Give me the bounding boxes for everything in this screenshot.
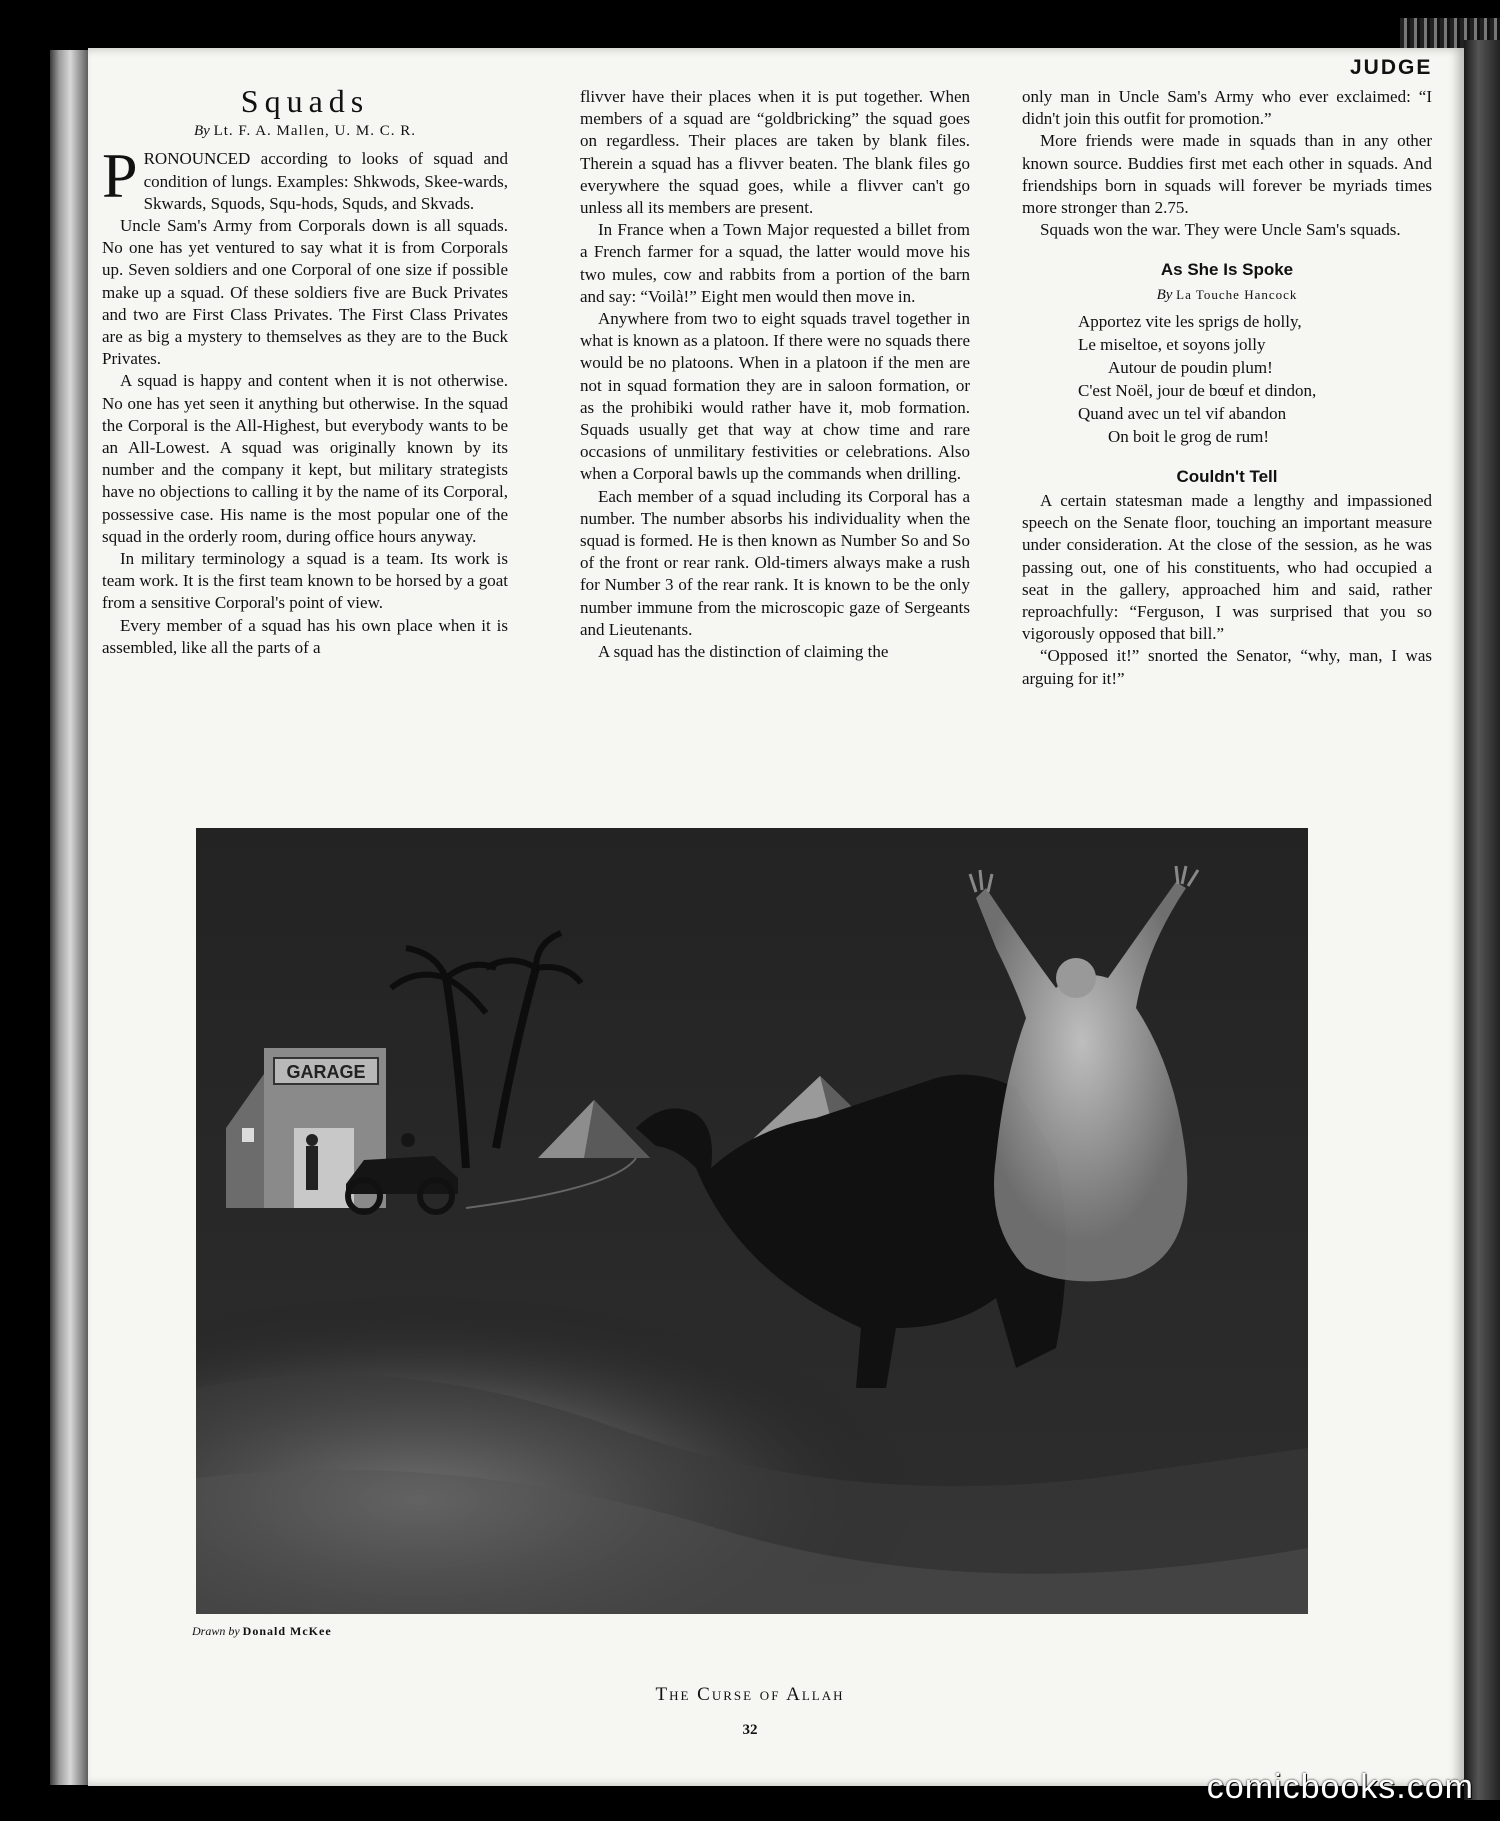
illustration-curse-of-allah [196,828,1308,1614]
article-paragraph [102,140,508,215]
illustration-credit [192,1624,332,1639]
drop-cap: P [102,140,138,212]
garage-window [242,1128,254,1142]
illustration-drawing [196,828,1308,1614]
article-column-3 [1022,86,1432,690]
credit-artist: Donald McKee [242,1624,332,1638]
poem-line: Quand avec un tel vif abandon [1078,403,1287,423]
attendant-head [306,1134,318,1146]
page-number: 32 [742,1722,758,1738]
illustration-caption: The Curse of Allah [655,1684,845,1705]
article-paragraph: A squad is happy and content when it is not otherwise. No one has yet seen it anything but otherwise. In the squad the Corporal is the All-Highest, but everybody wants to be an All-Lowest. A squad was originally known by its number and the company it kept, but military strategists have no objections to calling it by the name of its Corporal, possessive case. His name is the most popular one of the squad in the orderly room, during office hours anyway. [102,371,508,546]
article-paragraph: Squads won the war. They were Uncle Sam's squads. [1040,220,1401,240]
poem-line: C'est Noël, jour de bœuf et dindon, [1078,380,1317,400]
poem-body [1078,310,1432,448]
attendant-figure [306,1146,318,1190]
article-title: Squads [240,83,370,119]
article-paragraph: In military terminology a squad is a team. Its work is team work. It is the first team known to be horsed by a goat from a sensitive Corporal's point of view. [102,549,508,613]
article-paragraph: In France when a Town Major requested a billet from a French farmer for a squad, the latter would move his two mules, cow and rabbits from a portion of the barn and say: “Voilà!” Eight men would then move in. [580,220,970,306]
article-byline [102,120,508,142]
poem-line: On boit le grog de rum! [1108,426,1269,446]
poem-title: As She Is Spoke [1160,260,1294,280]
article-paragraph: More friends were made in squads than in any other known source. Buddies first met each other in squads. And friendships born in squads will forever be myriads times more stronger than 2.75. [1022,131,1432,218]
right-page-edge [1464,40,1500,1800]
watermark: comicbooks.com [1206,1768,1474,1806]
anecdote-paragraph: A certain statesman made a lengthy and impassioned speech on the Senate floor, touching an important measure under consideration. At the close of the session, as he was passing out, one of his constituents, who had occupied a seat in the gallery, approached him and said, rather reproachfully: “Ferguson, I was surprised that you so vigorously opposed that bill.” [1022,491,1432,644]
poem-line: Le miseltoe, et soyons jolly [1078,334,1266,354]
credit-prefix: Drawn by [192,1624,240,1638]
article-column-1 [102,84,508,659]
anecdote-paragraph: “Opposed it!” snorted the Senator, “why, man, I was arguing for it!” [1022,646,1432,688]
poem-byline [1022,284,1432,306]
article-paragraph: A squad has the distinction of claiming the [598,642,889,662]
article-paragraph: Anywhere from two to eight squads travel together in what is known as a platoon. If there were no squads there would be no platoons. When in a platoon if the men are not in squad formation they are in saloon formation, or as the prohibiki would rather have it, mob formation. Squads usually get that way at chow time and rare occasions of unmilitary festivities or celebrations. Also when a Corporal bawls up the commands when drilling. [580,309,970,484]
anecdote-title: Couldn't Tell [1176,466,1278,486]
byline-author: Lt. F. A. Mallen, U. M. C. R. [213,123,416,140]
article-paragraph: only man in Uncle Sam's Army who ever exclaimed: “I didn't join this outfit for promotion.” [1022,87,1432,129]
byline-by: By [194,123,210,140]
article-paragraph: Every member of a squad has his own place when it is assembled, like all the parts of a [102,615,508,657]
article-paragraph: flivver have their places when it is put together. When members of a squad are “goldbricking” the squad goes on regardless. Their places are taken by blank files. Therein a squad has a flivver beaten. The blank files go everywhere the squad goes, while a flivver can't go unless all its members are present. [580,87,970,218]
garage-sign-text: GARAGE [286,1062,366,1082]
poem-line: Autour de poudin plum! [1108,357,1273,377]
poem-line: Apportez vite les sprigs de holly, [1078,311,1302,331]
poem-author: La Touche Hancock [1176,286,1298,302]
article-paragraph: Uncle Sam's Army from Corporals down is all squads. No one has yet ventured to say what it is from Corporals up. Seven soldiers and one Corporal of one size if possible make up a squad. Of these soldiers five are Buck Privates and two are First Class Privates. The First Class Privates are as big a mystery to themselves as they are to the Buck Privates. [102,216,508,369]
poem-byline-by: By [1156,286,1173,303]
paragraph-text: RONOUNCED according to looks of squad and condition of lungs. Examples: Shkwods, Skee-wards, Skwards, Squods, Squ-hods, Squds, and Skvads. [143,149,508,213]
article-paragraph: Each member of a squad including its Corporal has a number. The number absorbs his individuality when the squad is formed. He is then known as Number So and So of the front or rear rank. Old-timers always make a rush for Number 3 of the rear rank. It is known to be the only number immune from the microscopic gaze of Sergeants and Lieutenants. [580,486,970,639]
driver-figure [401,1133,415,1147]
running-head: JUDGE [1350,56,1433,79]
figure-head [1056,958,1096,998]
article-column-2 [580,86,970,663]
